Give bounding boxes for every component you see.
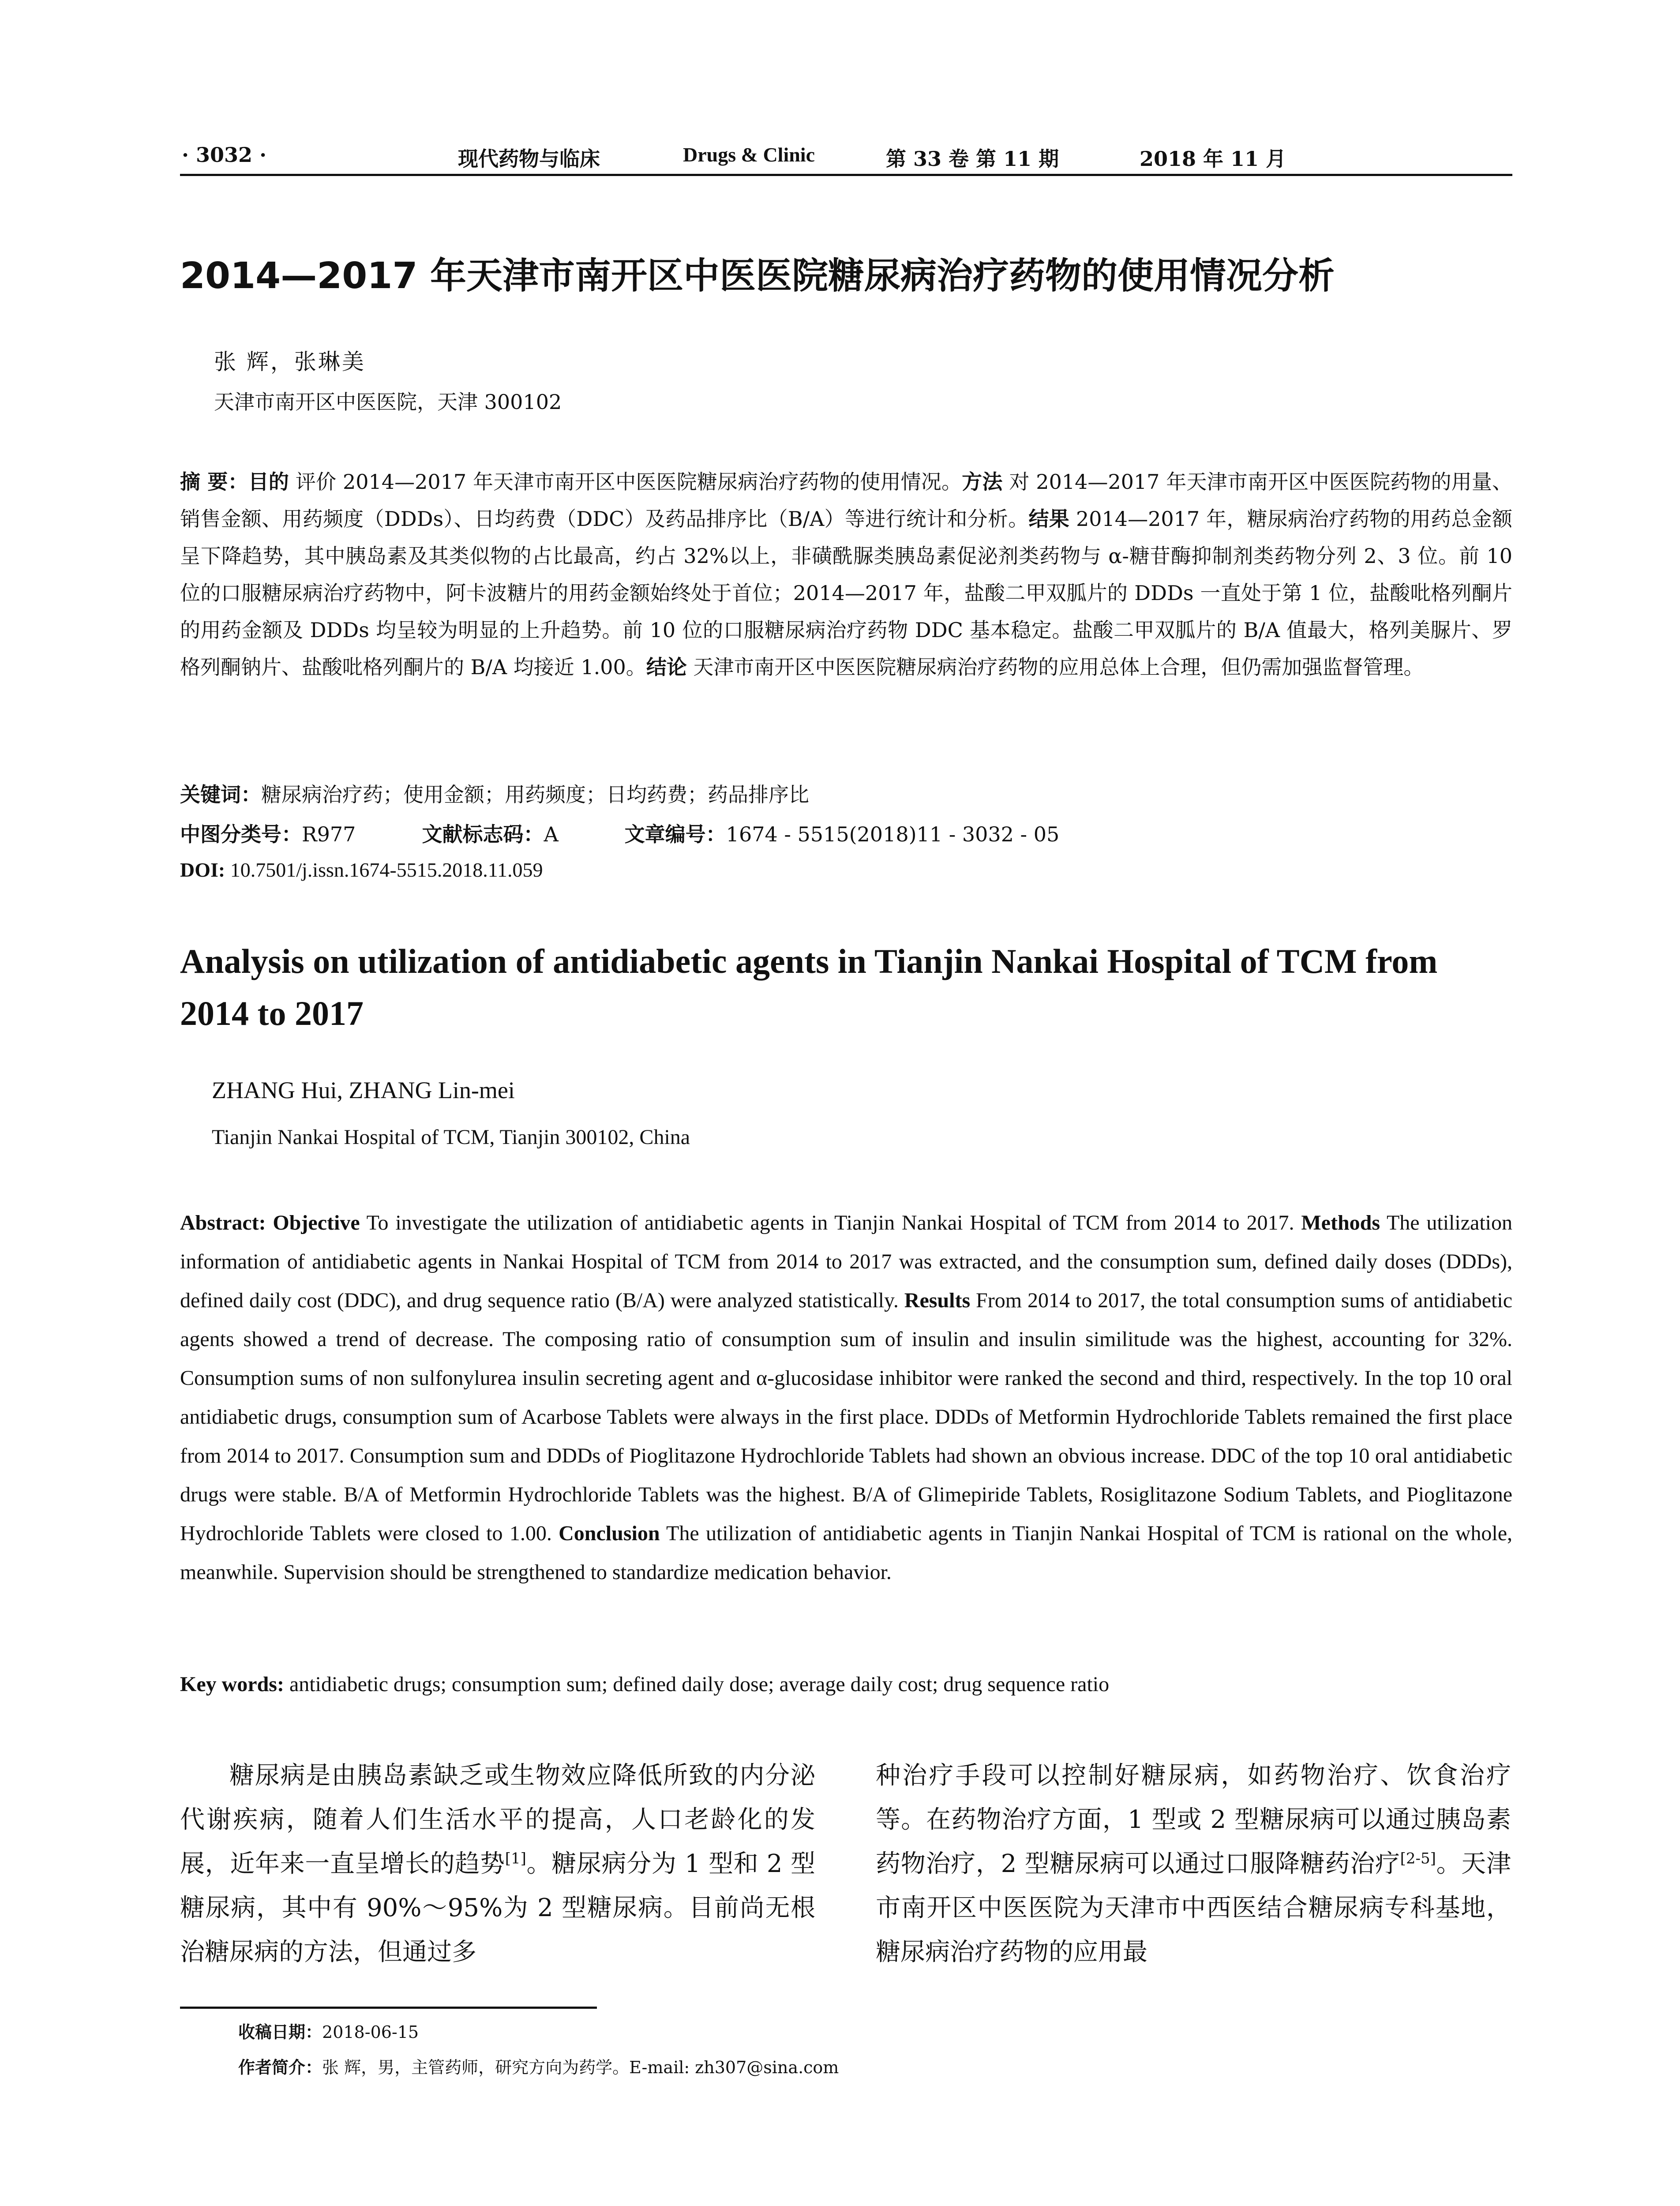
page-number: · 3032 · [182,143,267,167]
keywords-cn [180,779,809,808]
methods-text-en: The utilization information of antidiabetic agents in Nankai Hospital of TCM from 2014 to 2017 was extracted, and the consumption sum, defined daily doses (DDDs), defined daily cost (DDC), and drug sequence ratio (B/A) were analyzed statistically. [180,1211,1512,1312]
abstract-en [180,1204,1512,1592]
objective-text-en: To investigate the utilization of antidiabetic agents in Tianjin Nankai Hospital of TCM from 2014 to 2017. [360,1211,1301,1234]
doc-code-value: A [544,822,559,846]
doi-value: 10.7501/j.issn.1674-5515.2018.11.059 [225,859,543,881]
body-text: 种治疗手段可以控制好糖尿病，如药物治疗、饮食治疗等。在药物治疗方面，1 型或 2 型糖尿病可以通过胰岛素药物治疗，2 型糖尿病可以通过口服降糖药治疗 [876,1761,1511,1878]
footnote-received [238,2018,419,2043]
methods-label-cn: 方法 [962,470,1003,494]
results-label-en: Results [904,1289,971,1312]
body-text: 糖尿病是由胰岛素缺乏或生物效应降低所致的内分泌代谢疾病，随着人们生活水平的提高，人口老龄化的发展，近年来一直呈增长的趋势 [180,1761,815,1878]
body-text: 。天津市南开区中医医院为天津市中西医结合糖尿病专科基地，糖尿病治疗药物的应用最 [876,1850,1511,1966]
keywords-cn-label: 关键词： [180,783,261,807]
abstract-en-label: Abstract: Objective [180,1211,360,1234]
keywords-en-label: Key words: [180,1673,284,1696]
body-column-right [876,1754,1511,1974]
article-title-en: Analysis on utilization of antidiabetic agents in Tianjin Nankai Hospital of TCM from 2014 to 2017 [180,942,1438,1032]
clc-label: 中图分类号： [180,822,302,846]
objective-text-cn: 评价 2014—2017 年天津市南开区中医医院糖尿病治疗药物的使用情况。 [289,470,962,494]
keywords-en-text: antidiabetic drugs; consumption sum; defined daily dose; average daily cost; drug sequence ratio [284,1673,1110,1696]
abstract-cn-label: 摘 要： [180,470,248,494]
issue-date: 2018 年 11 月 [1140,147,1286,171]
doc-code-label: 文献标志码： [422,822,544,846]
results-label-cn: 结果 [1028,507,1070,531]
clc-value: R977 [302,822,356,846]
authors-cn: 张 辉，张琳美 [214,349,366,375]
citation-ref[interactable]: [1] [505,1850,526,1868]
author-bio-label: 作者简介： [238,2058,322,2077]
results-text-cn: 2014—2017 年，糖尿病治疗药物的用药总金额呈下降趋势，其中胰岛素及其类似物的占比最高，约占 32%以上，非磺酰脲类胰岛素促泌剂类药物与 α-糖苷酶抑制剂类药物分列 2、3 位。前 10 位的口服糖尿病治疗药物中，阿卡波糖片的用药金额始终处于首位；2014—2017 年，盐酸二甲双胍片的 DDDs 一直处于第 1 位，盐酸吡格列酮片的用药金额及 DDDs 均呈较为明显的上升趋势。前 10 位的口服糖尿病治疗药物 DDC 基本稳定。盐酸二甲双胍片的 B/A 值最大，格列美脲片、罗格列酮钠片、盐酸吡格列酮片的 B/A 均接近 1.00。 [180,507,1513,679]
doi-line [180,858,543,882]
affiliation-cn: 天津市南开区中医医院，天津 300102 [214,390,562,414]
journal-name-en: Drugs & Clinic [683,143,815,166]
keywords-cn-text: 糖尿病治疗药；使用金额；用药频度；日均药费；药品排序比 [261,783,809,807]
conclusion-text-cn: 天津市南开区中医医院糖尿病治疗药物的应用总体上合理，但仍需加强监督管理。 [686,655,1424,679]
article-no-label: 文章编号： [624,822,726,846]
footnote-author [238,2054,839,2078]
methods-text-cn: 对 2014—2017 年天津市南开区中医医院药物的用量、销售金额、用药频度（DDDs）、日均药费（DDC）及药品排序比（B/A）等进行统计和分析。 [180,470,1513,531]
running-header [180,140,1512,176]
keywords-en [180,1672,1512,1696]
author-bio: 张 辉，男，主管药师，研究方向为药学。E-mail: zh307@sina.com [322,2058,839,2077]
classification-line [180,818,1059,848]
article-no-value: 1674 - 5515(2018)11 - 3032 - 05 [726,822,1060,846]
conclusion-label-cn: 结论 [646,655,687,679]
article-title-cn: 2014—2017 年天津市南开区中医医院糖尿病治疗药物的使用情况分析 [180,255,1335,297]
body-column-left [180,1754,815,1974]
body-text: 。糖尿病分为 1 型和 2 型糖尿病，其中有 90%～95%为 2 型糖尿病。目前尚无根治糖尿病的方法，但通过多 [180,1850,816,1966]
footnote-divider [180,2007,597,2009]
conclusion-label-en: Conclusion [559,1522,660,1545]
received-date: 2018-06-15 [322,2022,419,2042]
results-text-en: From 2014 to 2017, the total consumption sums of antidiabetic agents showed a trend of decrease. The composing ratio of consumption sum of insulin and insulin similitude was the highest, accounting for 32%. Consumption sums of non sulfonylurea insulin secreting agent and α-glucosidase inhibitor were ranked the second and third, respectively. In the top 10 oral antidiabetic drugs, consumption sum of Acarbose Tablets were always in the first place. DDDs of Metformin Hydrochloride Tablets remained the first place from 2014 to 2017. Consumption sum and DDDs of Pioglitazone Hydrochloride Tablets had shown an obvious increase. DDC of the top 10 oral antidiabetic drugs were stable. B/A of Metformin Hydrochloride Tablets was the highest. B/A of Glimepiride Tablets, Rosiglitazone Sodium Tablets, and Pioglitazone Hydrochloride Tablets were closed to 1.00. [180,1289,1513,1545]
methods-label-en: Methods [1301,1211,1380,1234]
objective-label-cn: 目的 [248,470,289,494]
doi-label: DOI: [180,859,225,881]
affiliation-en: Tianjin Nankai Hospital of TCM, Tianjin 300102, China [212,1126,690,1149]
conclusion-text-en: The utilization of antidiabetic agents in Tianjin Nankai Hospital of TCM is rational on the whole, meanwhile. Supervision should be strengthened to standardize medication behavior. [180,1522,1512,1584]
abstract-cn [180,463,1512,686]
authors-en: ZHANG Hui, ZHANG Lin-mei [212,1077,515,1103]
volume-issue: 第 33 卷 第 11 期 [886,147,1059,171]
received-label: 收稿日期： [238,2022,322,2042]
citation-ref[interactable]: [2-5] [1400,1850,1436,1868]
journal-name-cn: 现代药物与临床 [458,147,600,171]
